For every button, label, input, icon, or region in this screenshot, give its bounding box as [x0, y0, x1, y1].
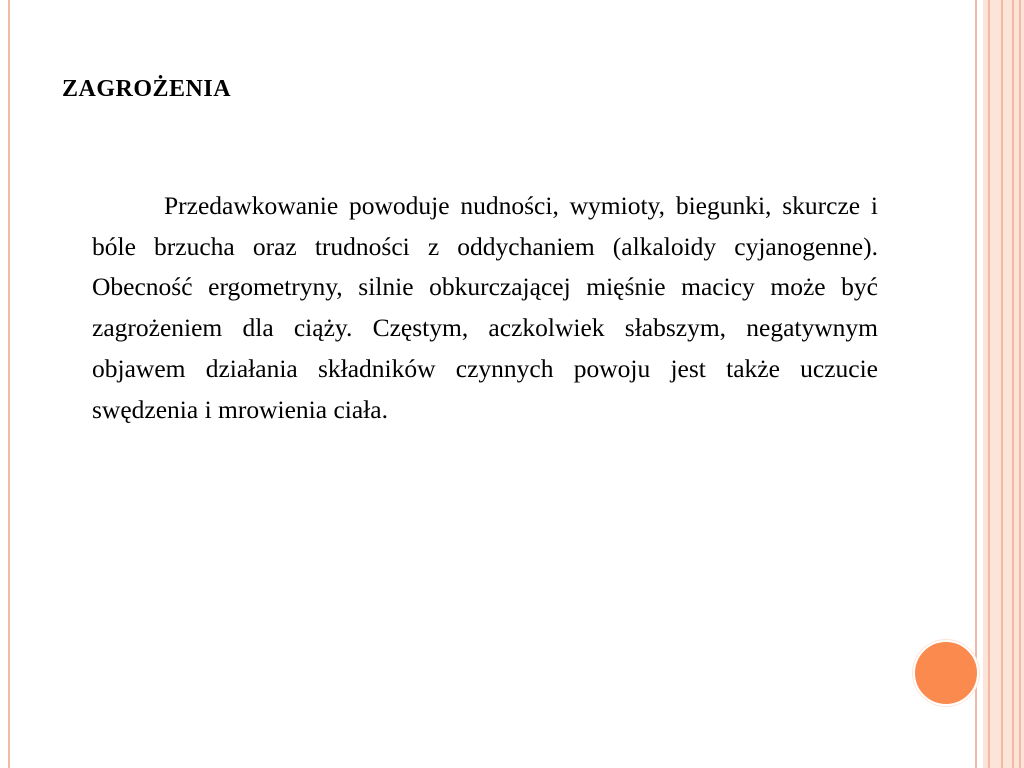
slide-title: ZAGROŻENIA: [62, 76, 232, 102]
right-frame-stripe: [988, 0, 990, 768]
right-frame-stripe: [1001, 0, 1003, 768]
right-frame-stripe: [1012, 0, 1014, 768]
right-frame-stripe: [1019, 0, 1021, 768]
left-frame-line: [8, 0, 10, 768]
slide-body-text: Przedawkowanie powoduje nudności, wymioty, biegunki, skurcze i bóle brzucha oraz trudności z oddychaniem (alkaloidy cyjanogenne). Obecność ergometryny, silnie obkurczającej mięśnie macicy może być zagrożeniem dla ciąży. Częstym, aczkolwiek słabszym, negatywnym objawem działania składników czynnych powoju jest także uczucie swędzenia i mrowienia ciała.: [92, 191, 878, 424]
decorative-circle: [913, 640, 979, 706]
right-frame-line: [975, 0, 977, 768]
